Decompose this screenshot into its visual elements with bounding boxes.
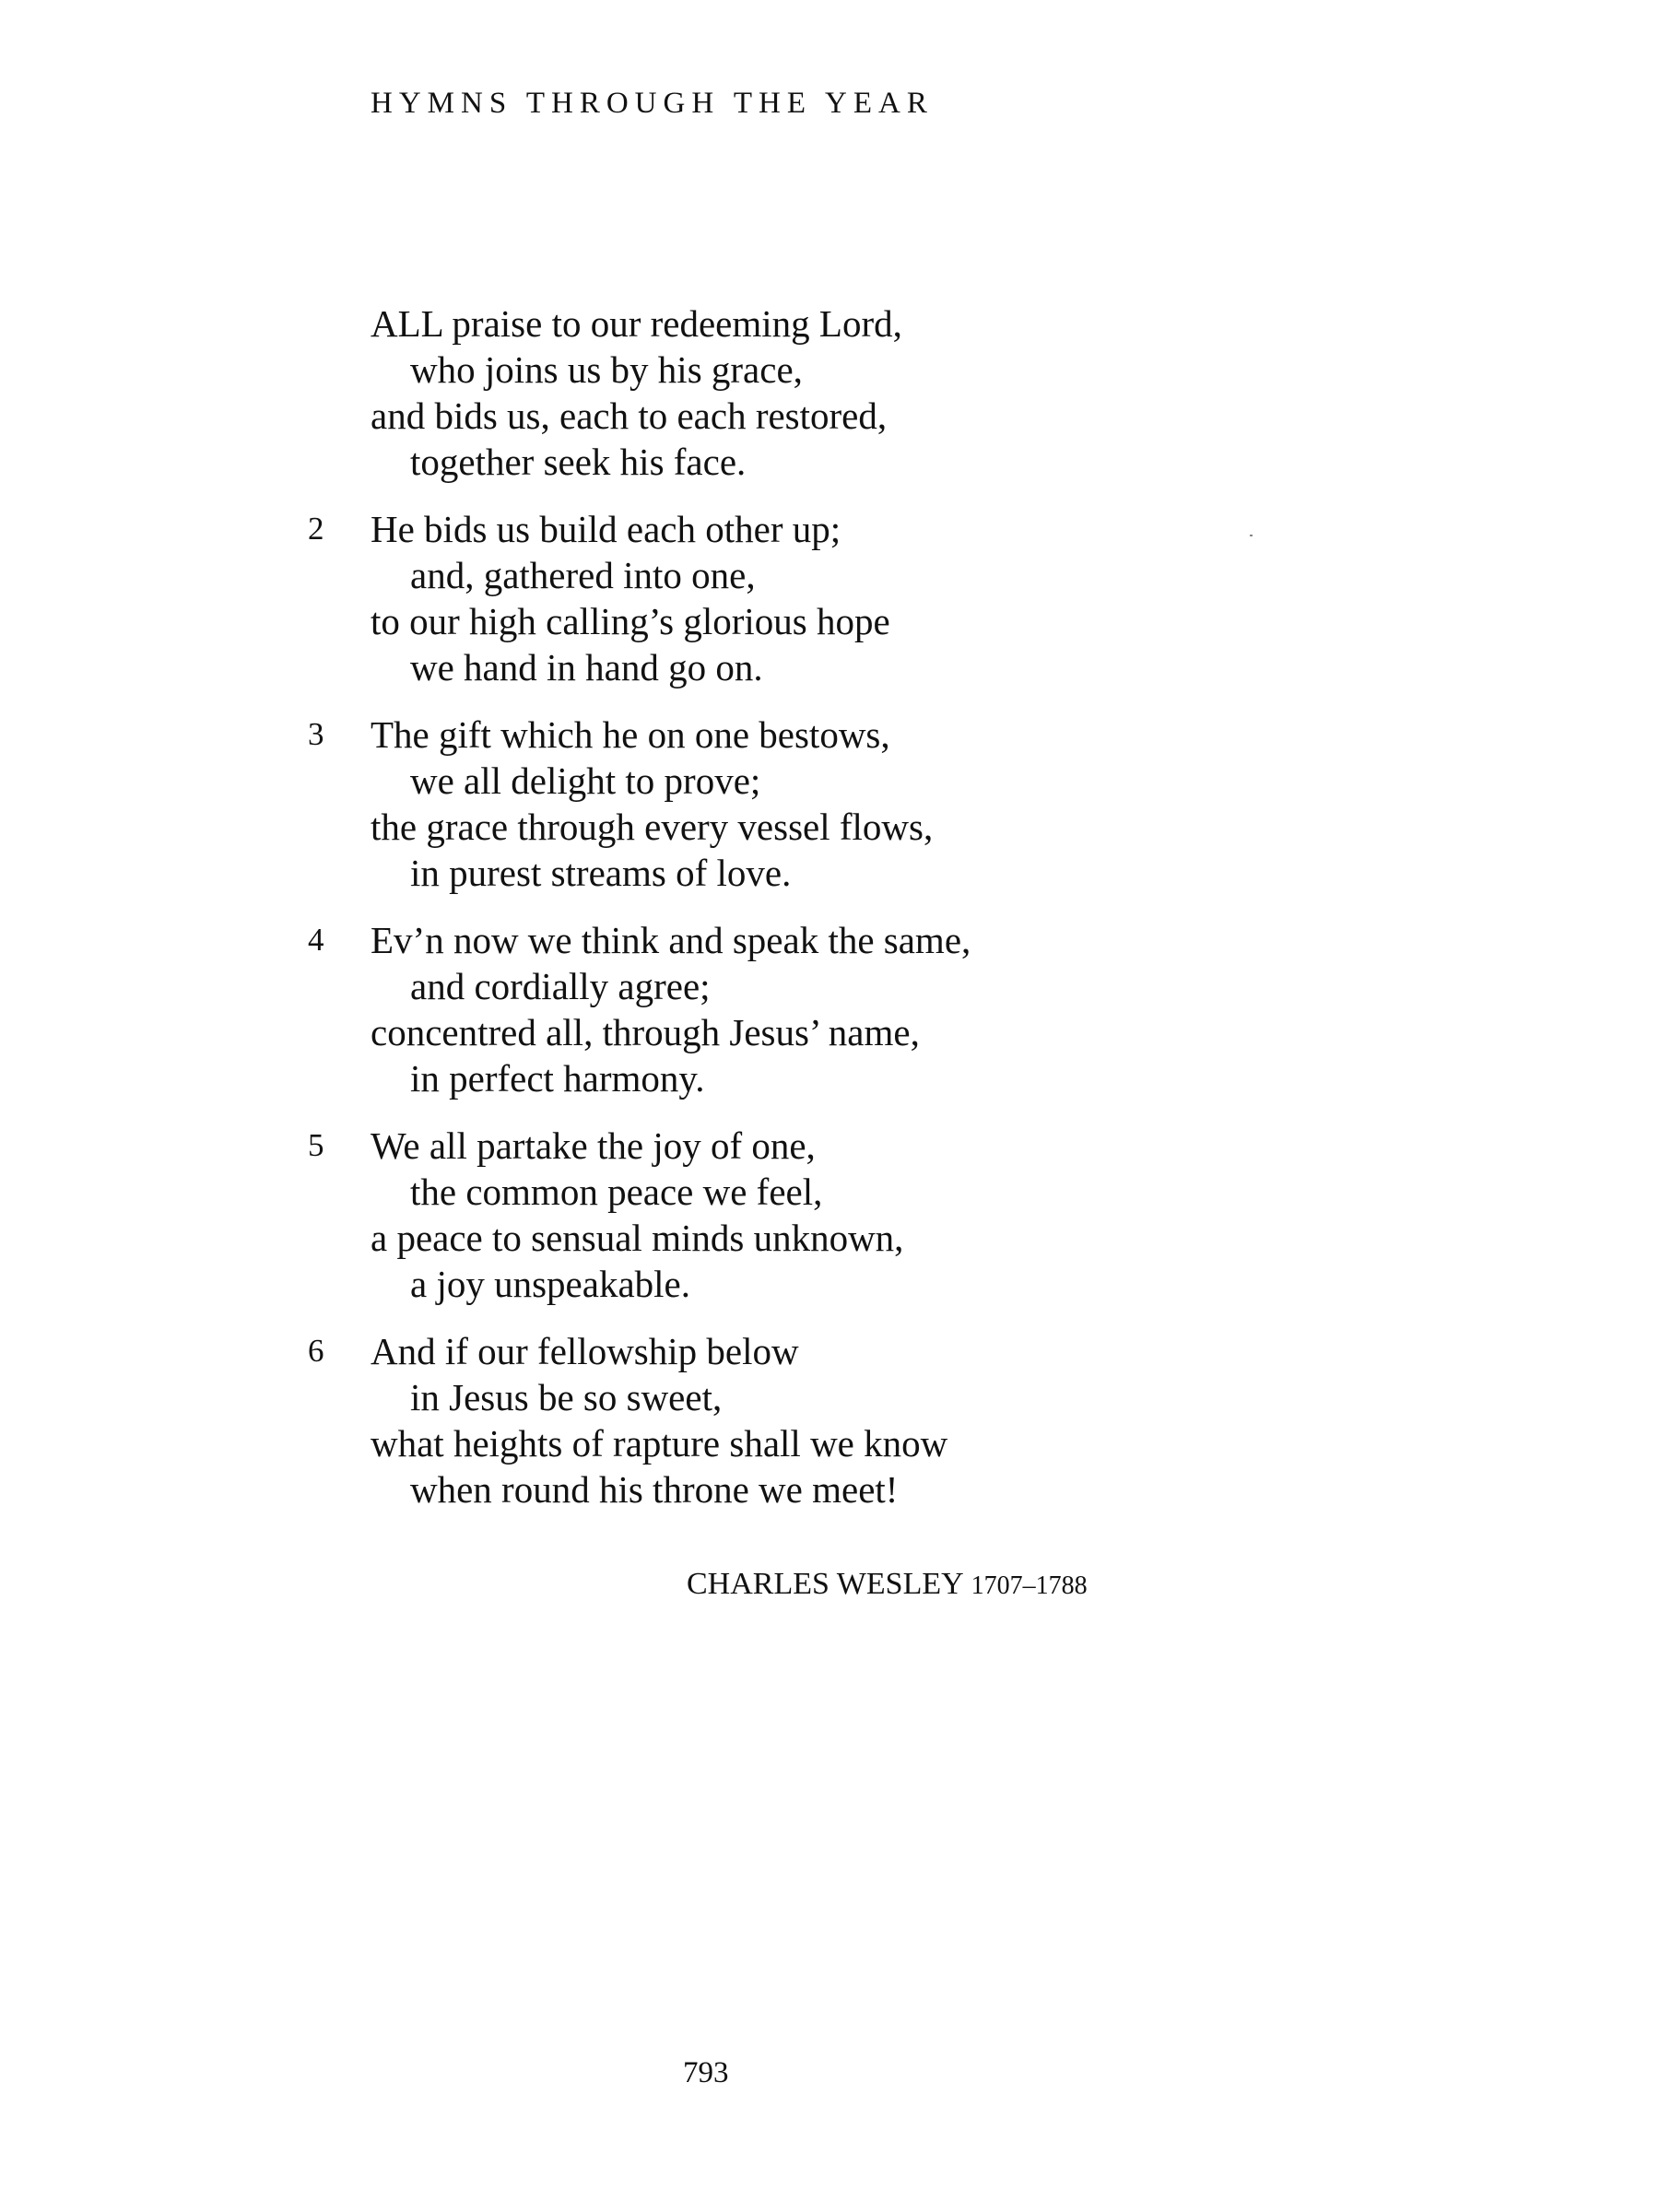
hymn-text [308,300,1200,1534]
hymn-line: what heights of rapture shall we know [371,1422,948,1465]
stanza-4 [308,917,1200,1101]
hymn-line: together seek his face. [410,441,747,483]
hymn-line: and cordially agree; [410,965,711,1007]
hymn-line: And if our fellowship below [371,1330,799,1372]
page-number: 793 [683,2056,729,2089]
verse-number: 3 [308,716,324,752]
hymn-line: Ev’n now we think and speak the same, [371,919,971,961]
hymn-line: ALL praise to our redeeming Lord, [371,302,902,345]
hymn-line: a peace to sensual minds unknown, [371,1217,904,1259]
author-name: CHARLES WESLEY [687,1567,964,1601]
author-dates: 1707–1788 [971,1571,1088,1600]
hymn-line: the common peace we feel, [410,1171,823,1213]
hymn-line: when round his throne we meet! [410,1468,899,1511]
stanza-1 [371,300,1200,485]
hymn-line: and, gathered into one, [410,554,756,596]
hymn-line: The gift which he on one bestows, [371,713,890,756]
hymn-line: in purest streams of love. [410,852,792,894]
verse-number: 5 [308,1127,324,1163]
hymn-line: in perfect harmony. [410,1057,705,1100]
stanza-3 [308,712,1200,896]
running-head: HYMNS THROUGH THE YEAR [371,87,934,120]
scan-speck [1250,535,1253,536]
verse-number: 4 [308,922,324,958]
hymn-line: we all delight to prove; [410,759,761,802]
verse-number: 6 [308,1333,324,1369]
hymn-line: in Jesus be so sweet, [410,1376,723,1418]
hymn-line: and bids us, each to each restored, [371,394,888,437]
verse-number: 2 [308,511,324,547]
author-attribution [687,1569,1088,1600]
stanza-5 [308,1123,1200,1307]
hymn-line: who joins us by his grace, [410,348,803,391]
stanza-2 [308,506,1200,690]
stanza-6 [308,1328,1200,1512]
hymn-line: we hand in hand go on. [410,646,763,688]
hymn-line: concentred all, through Jesus’ name, [371,1011,920,1053]
hymn-line: He bids us build each other up; [371,508,841,550]
hymn-line: the grace through every vessel flows, [371,806,934,848]
hymn-line: a joy unspeakable. [410,1263,690,1305]
hymn-line: We all partake the joy of one, [371,1124,816,1167]
hymn-line: to our high calling’s glorious hope [371,600,890,642]
